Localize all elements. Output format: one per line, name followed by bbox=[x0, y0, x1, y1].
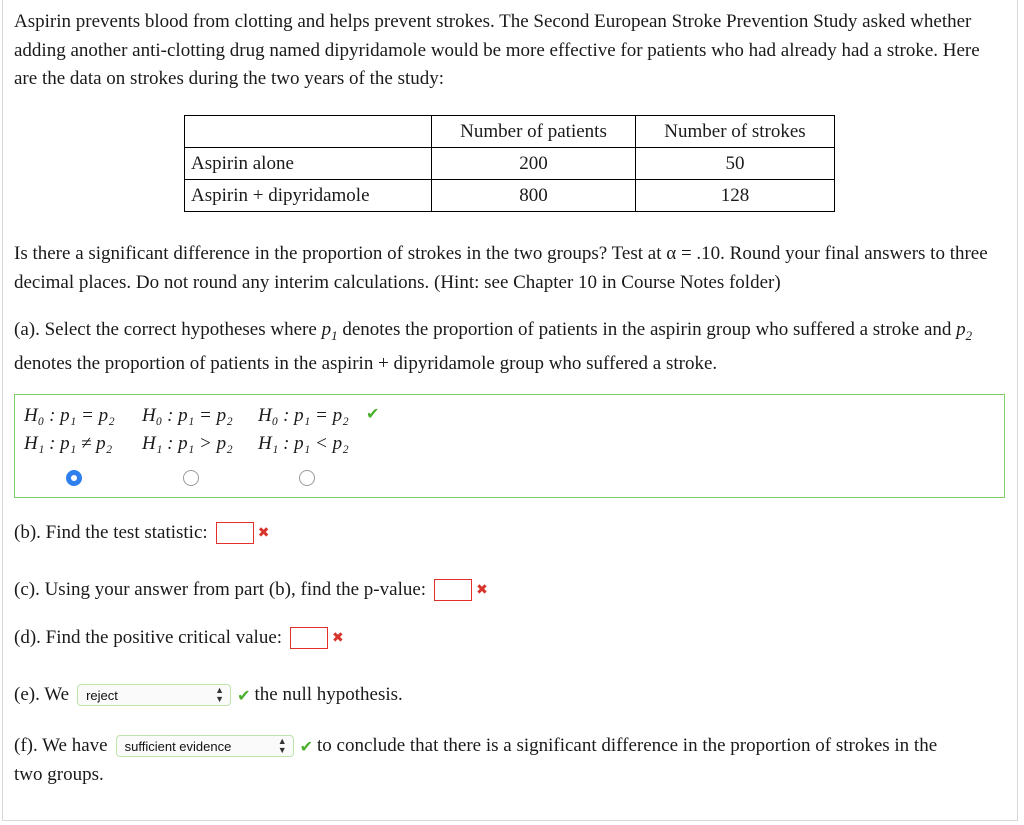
p1-symbol: $p_1$ bbox=[321, 319, 338, 343]
radio-option-2[interactable] bbox=[183, 470, 199, 486]
part-c-row bbox=[14, 579, 488, 601]
part-f-row bbox=[14, 735, 937, 757]
table-cell: 800 bbox=[432, 180, 636, 212]
h1-label: H₁ : p₁ > p₂ bbox=[142, 433, 233, 454]
incorrect-cross-icon: ✖ bbox=[332, 630, 344, 646]
table-cell: Aspirin alone bbox=[185, 148, 432, 180]
table-cell: 50 bbox=[636, 148, 835, 180]
part-c-label: (c). Using your answer from part (b), find the p-value: bbox=[14, 579, 427, 600]
hypothesis-option-1 bbox=[24, 402, 115, 458]
test-statistic-input[interactable] bbox=[216, 522, 254, 544]
decision-select-value: reject bbox=[86, 687, 118, 703]
incorrect-cross-icon: ✖ bbox=[476, 582, 488, 598]
correct-check-icon: ✔ bbox=[299, 736, 314, 756]
table-row bbox=[185, 148, 835, 180]
h1-label: H₁ : p₁ ≠ p₂ bbox=[24, 433, 113, 454]
question-text: Is there a significant difference in the proportion of strokes in the two groups? Test at α = .10. Round your final answers to three decimal places. Do not round any interim calculations. (Hint: see Chapter 10 in Course Notes folder) bbox=[14, 243, 988, 293]
part-b-label: (b). Find the test statistic: bbox=[14, 522, 208, 543]
hypothesis-option-2 bbox=[142, 402, 233, 458]
part-f-row-2 bbox=[14, 764, 104, 786]
correct-check-icon: ✔ bbox=[237, 685, 251, 705]
part-a-prompt bbox=[14, 316, 1004, 379]
h1-label: H₁ : p₁ < p₂ bbox=[258, 433, 349, 454]
h0-label: H₀ : p₁ = p₂ bbox=[142, 405, 233, 426]
part-b-row bbox=[14, 522, 269, 544]
select-arrows-icon: ▲ ▼ bbox=[277, 736, 287, 755]
part-e-label-after: the null hypothesis. bbox=[254, 684, 403, 705]
table-cell: 200 bbox=[432, 148, 636, 180]
h0-label: H₀ : p₁ = p₂ bbox=[258, 405, 349, 426]
evidence-select-value: sufficient evidence bbox=[124, 738, 232, 754]
h0-label: H₀ : p₁ = p₂ bbox=[24, 405, 115, 426]
part-a-text-1: (a). Select the correct hypotheses where bbox=[14, 319, 322, 340]
part-f-label: (f). We have bbox=[14, 735, 108, 756]
p2-symbol: $p_2$ bbox=[956, 319, 973, 343]
table-cell: 128 bbox=[636, 180, 835, 212]
part-e-row bbox=[14, 684, 403, 706]
part-d-label: (d). Find the positive critical value: bbox=[14, 627, 283, 648]
part-a-text-2: denotes the proportion of patients in the aspirin group who suffered a stroke and bbox=[337, 319, 957, 340]
radio-option-3[interactable] bbox=[299, 470, 315, 486]
table-header-row bbox=[185, 116, 835, 148]
part-e-label: (e). We bbox=[14, 684, 70, 705]
part-a-text-3: denotes the proportion of patients in the aspirin + dipyridamole group who suffered a stroke. bbox=[14, 353, 718, 375]
intro-text: Aspirin prevents blood from clotting and helps prevent strokes. The Second European Stroke Prevention Study asked whether adding another anti-clotting drug named dipyridamole would be more effective for patients who had already had a stroke. Here are the data on strokes during the two years of the study: bbox=[14, 11, 980, 89]
select-arrows-icon: ▲ ▼ bbox=[215, 685, 225, 704]
part-f-label-after: to conclude that there is a significant difference in the proportion of strokes in the bbox=[317, 735, 938, 756]
table-row bbox=[185, 180, 835, 212]
table-header-cell: Number of strokes bbox=[636, 116, 835, 148]
data-table bbox=[184, 115, 835, 212]
hypothesis-option-3 bbox=[258, 402, 349, 458]
incorrect-cross-icon: ✖ bbox=[257, 525, 270, 541]
part-f-label-line2: two groups. bbox=[14, 764, 104, 785]
part-d-row bbox=[14, 627, 344, 649]
correct-check-icon: ✔ bbox=[366, 404, 380, 423]
table-header-cell bbox=[185, 116, 432, 148]
evidence-select[interactable] bbox=[116, 735, 294, 757]
p-value-input[interactable] bbox=[434, 579, 472, 601]
critical-value-input[interactable] bbox=[290, 627, 328, 649]
radio-option-1[interactable] bbox=[66, 470, 82, 486]
table-cell: Aspirin + dipyridamole bbox=[185, 180, 432, 212]
decision-select[interactable] bbox=[77, 684, 231, 706]
table-header-cell: Number of patients bbox=[432, 116, 636, 148]
